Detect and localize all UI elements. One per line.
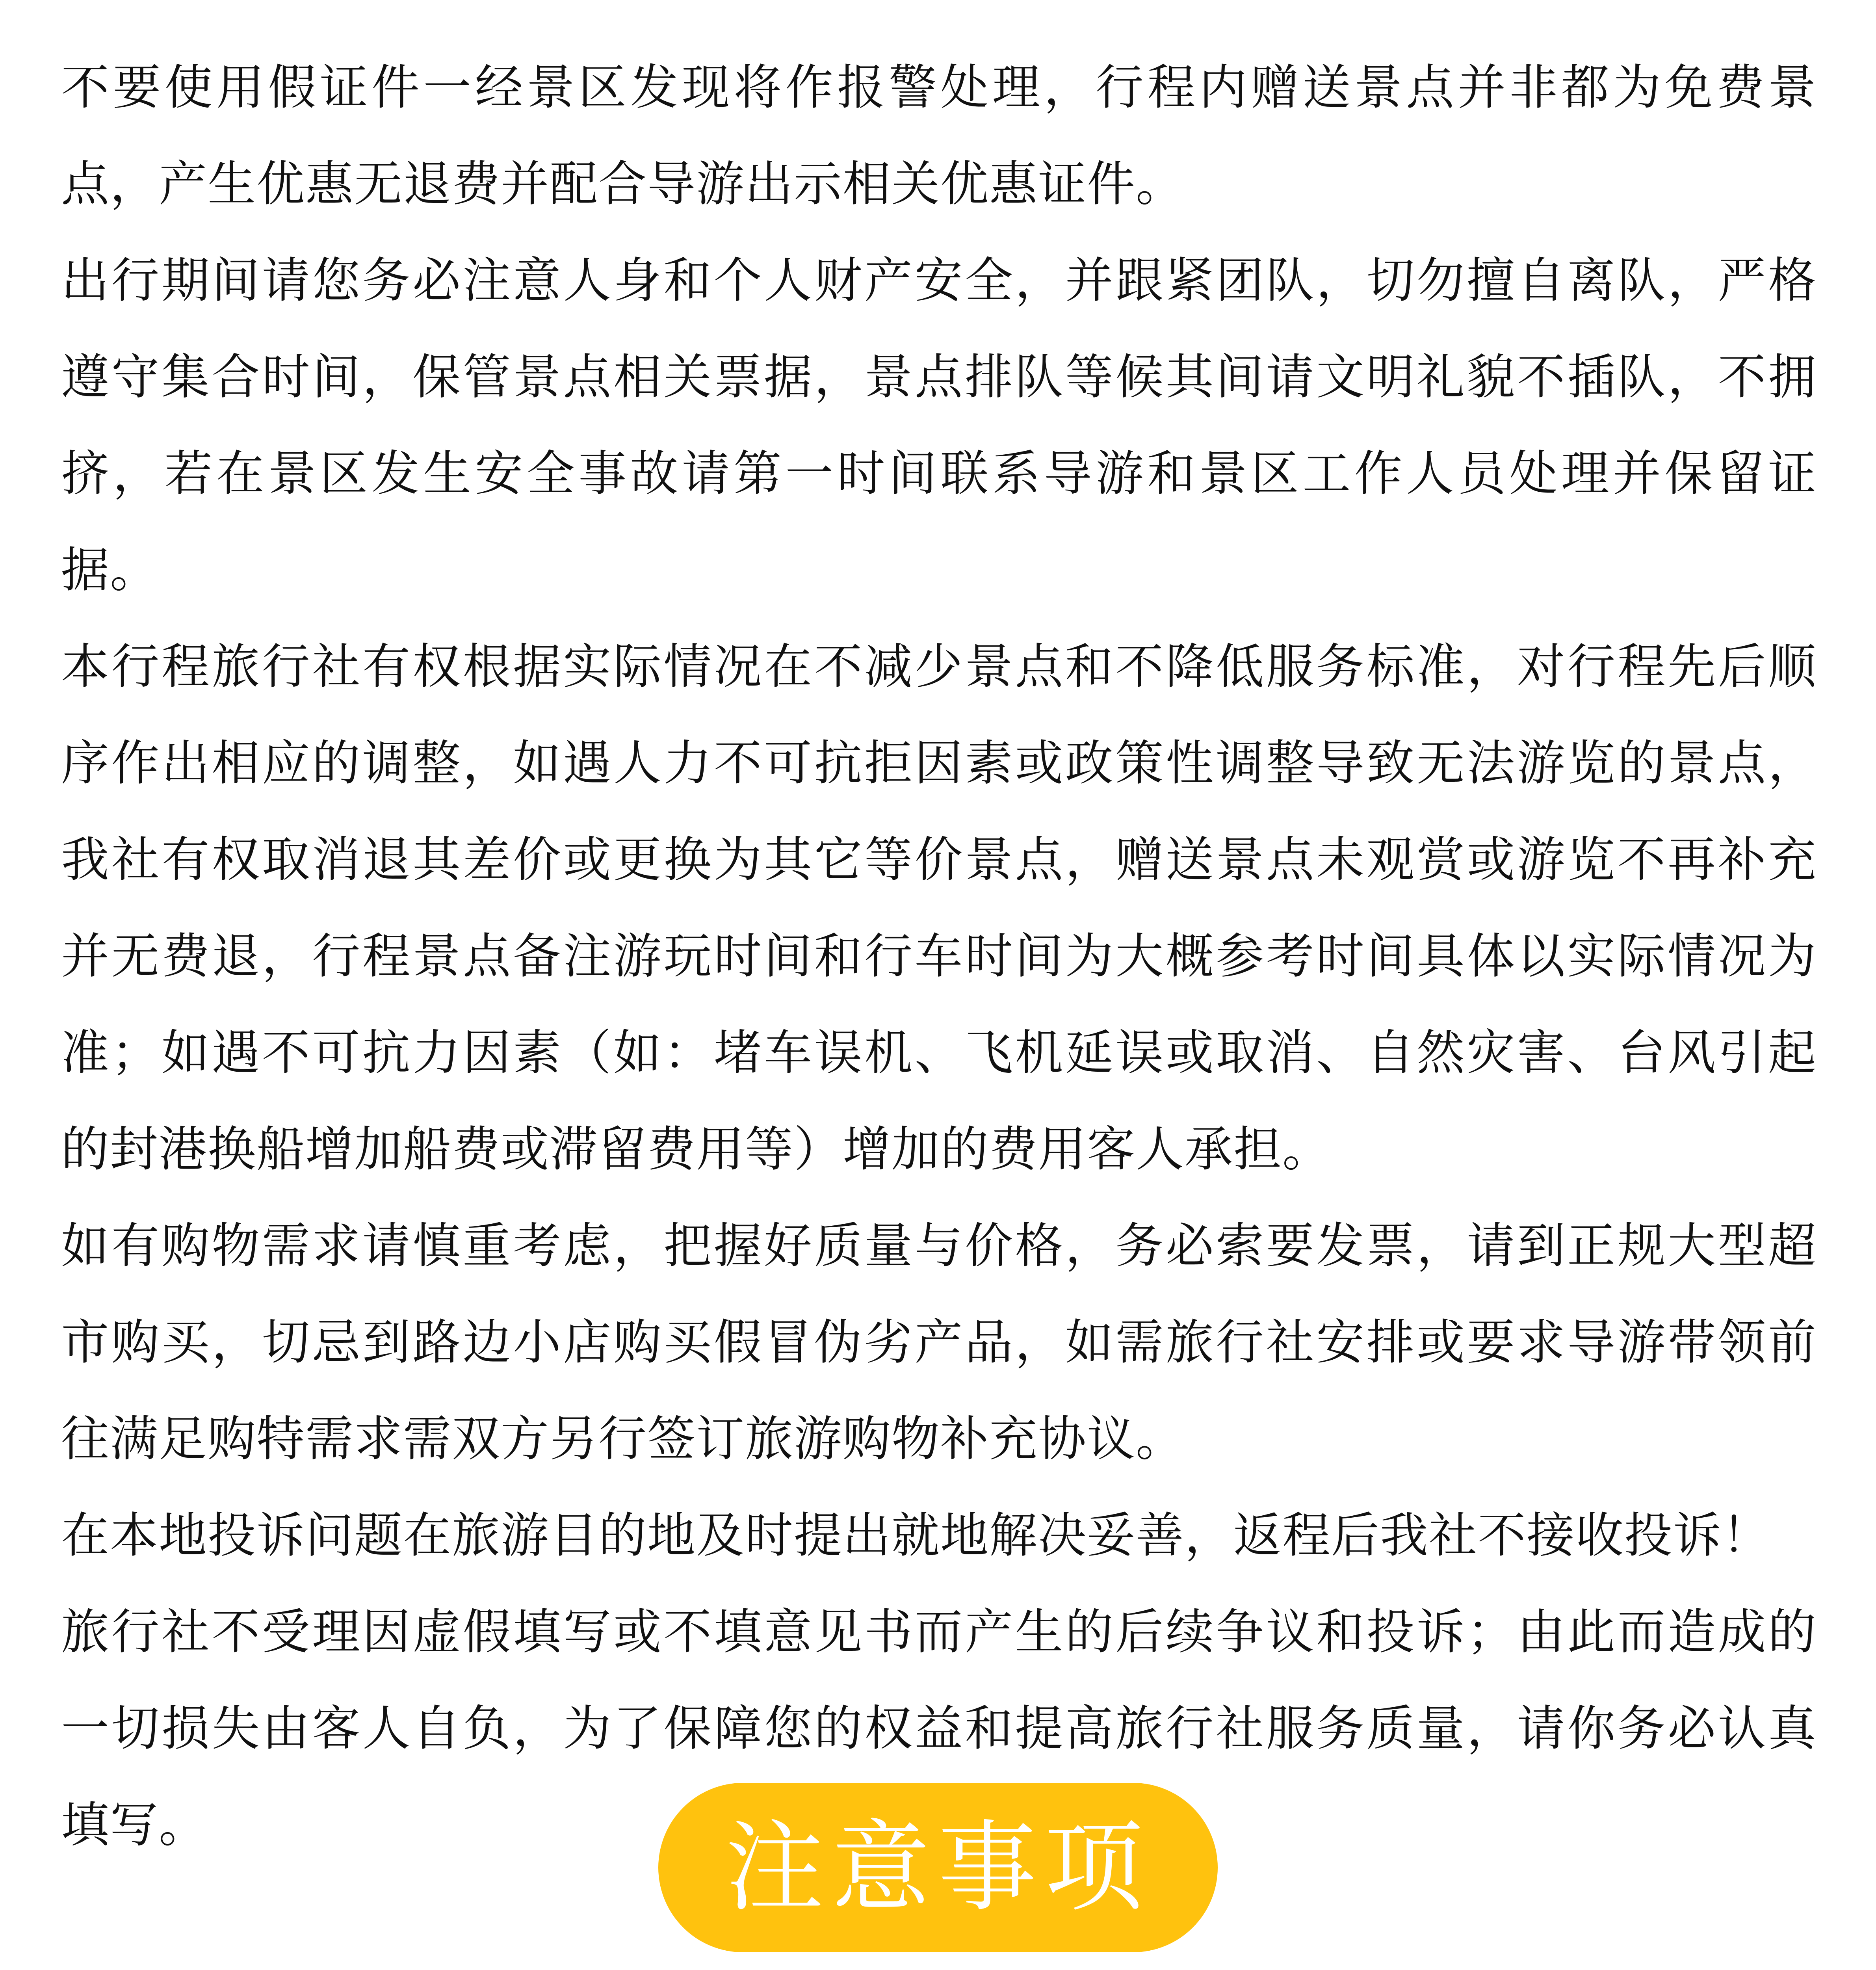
terms-section [61, 39, 1817, 1873]
section-title-badge [658, 1783, 1218, 1952]
section-title-wrapper [0, 1783, 1876, 1952]
terms-paragraph-itinerary-adjustment: 本行程旅行社有权根据实际情况在不减少景点和不降低服务标准，对行程先后顺序作出相应的调整，如遇人力不可抗拒因素或政策性调整导致无法游览的景点，我社有权取消退其差价或更换为其它等价景点，赠送景点未观赏或游览不再补充并无费退，行程景点备注游玩时间和行车时间为大概参考时间具体以实际情况为准；如遇不可抗力因素（如：堵车误机、飞机延误或取消、自然灾害、台风引起的封港换船增加船费或滞留费用等）增加的费用客人承担。 [61, 639, 1817, 1177]
terms-paragraph-feedback-form: 旅行社不受理因虚假填写或不填意见书而产生的后续争议和投诉；由此而造成的一切损失由客人自负，为了保障您的权益和提高旅行社服务质量，请你务必认真填写。 [61, 1604, 1817, 1853]
terms-paragraph-complaints: 在本地投诉问题在旅游目的地及时提出就地解决妥善，返程后我社不接收投诉！ [61, 1507, 1771, 1563]
terms-paragraph-shopping: 如有购物需求请慎重考虑，把握好质量与价格，务必索要发票，请到正规大型超市购买，切忌到路边小店购买假冒伪劣产品，如需旅行社安排或要求导游带领前往满足购特需求需双方另行签订旅游购物补充协议。 [61, 1218, 1817, 1467]
section-title: 注意事项 [725, 1810, 1151, 1925]
terms-paragraph-safety: 出行期间请您务必注意人身和个人财产安全，并跟紧团队，切勿擅自离队，严格遵守集合时间，保管景点相关票据，景点排队等候其间请文明礼貌不插队，不拥挤，若在景区发生安全事故请第一时间联系导游和景区工作人员处理并保留证据。 [61, 253, 1817, 598]
terms-paragraph-fake-documents: 不要使用假证件一经景区发现将作报警处理，行程内赠送景点并非都为免费景点，产生优惠无退费并配合导游出示相关优惠证件。 [61, 59, 1817, 212]
